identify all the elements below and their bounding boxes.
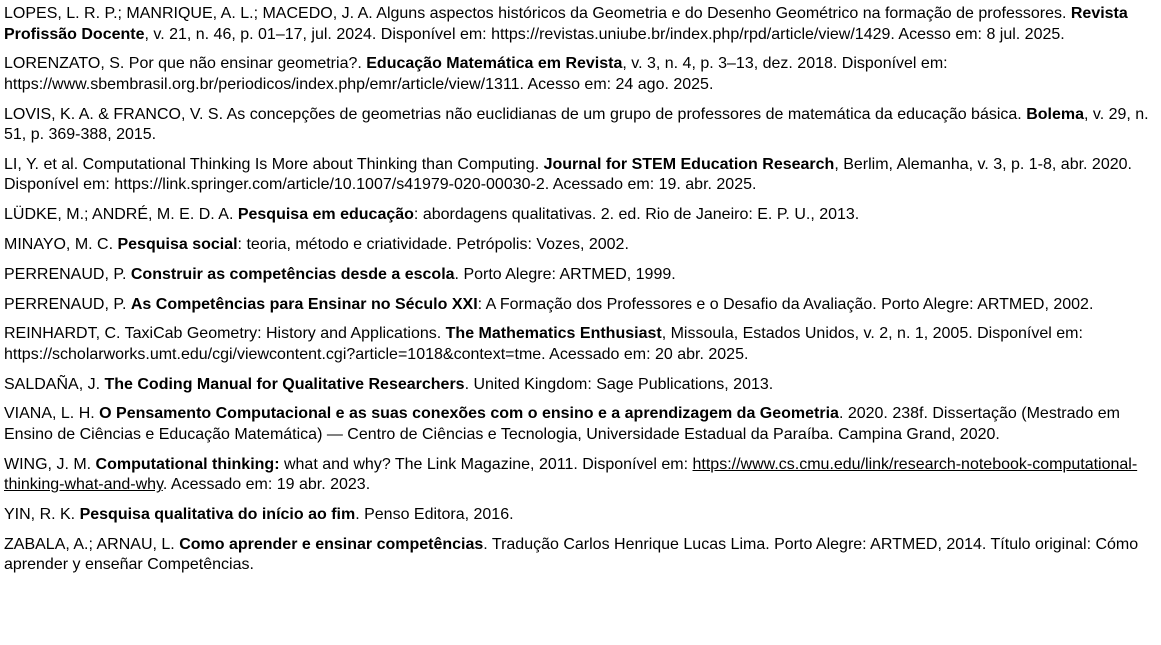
- reference-text: : abordagens qualitativas. 2. ed. Rio de Janeiro: E. P. U., 2013.: [413, 206, 860, 224]
- reference-source-title: Educação Matemática em Revista: [366, 55, 623, 73]
- reference-text: : A Formação dos Professores e o Desafio da Avaliação. Porto Alegre: ARTMED, 2002.: [477, 295, 1094, 313]
- reference-text: LÜDKE, M.; ANDRÉ, M. E. D. A.: [4, 206, 238, 224]
- reference-item: [4, 505, 1157, 526]
- reference-source-title: Pesquisa social: [117, 235, 238, 253]
- reference-source-title: Pesquisa em educação: [237, 206, 414, 224]
- reference-text: LORENZATO, S. Por que não ensinar geometria?.: [4, 55, 367, 73]
- reference-text: . United Kingdom: Sage Publications, 2013.: [464, 375, 774, 393]
- reference-item: [4, 54, 1157, 95]
- reference-text: LOPES, L. R. P.; MANRIQUE, A. L.; MACEDO, J. A. Alguns aspectos históricos da Geometria e do Desenho Geométrico na formação de professores.: [4, 5, 1071, 22]
- reference-item: [4, 235, 1157, 256]
- reference-source-title: Computational thinking:: [95, 455, 280, 473]
- reference-source-title: Revista Profissão Docente: [4, 5, 1128, 43]
- reference-source-title: As Competências para Ensinar no Século XXI: [130, 295, 478, 313]
- reference-item: [4, 155, 1157, 196]
- reference-link[interactable]: https://www.cs.cmu.edu/link/research-notebook-computational-thinking-what-and-why: [4, 455, 1138, 494]
- reference-item: [4, 205, 1157, 226]
- reference-text: . 2020. 238f. Dissertação (Mestrado em Ensino de Ciências e Educação Matemática) — Centro de Ciências e Tecnologia, Universidade Estadual da Paraíba. Campina Grand, 2020.: [4, 405, 1120, 443]
- reference-text: , v. 3, n. 4, p. 3–13, dez. 2018. Disponível em: https://www.sbembrasil.org.br/periodicos/index.php/emr/article/view/1311. Acesso em: 24 ago. 2025.: [4, 55, 948, 93]
- reference-source-title: Construir as competências desde a escola: [130, 265, 455, 283]
- reference-source-title: The Mathematics Enthusiast: [445, 325, 662, 343]
- reference-item: [4, 295, 1157, 316]
- reference-text: . Penso Editora, 2016.: [355, 506, 514, 524]
- reference-source-title: Pesquisa qualitativa do início ao fim: [79, 506, 356, 524]
- reference-item: [4, 265, 1157, 286]
- reference-text: . Porto Alegre: ARTMED, 1999.: [454, 265, 676, 283]
- reference-text: REINHARDT, C. TaxiCab Geometry: History and Applications.: [4, 325, 446, 343]
- reference-item: [4, 455, 1157, 496]
- reference-text: YIN, R. K.: [4, 506, 80, 524]
- reference-source-title: O Pensamento Computacional e as suas conexões com o ensino e a aprendizagem da Geometria: [99, 405, 839, 423]
- reference-text: WING, J. M.: [4, 455, 96, 473]
- reference-item: [4, 324, 1157, 365]
- reference-text: SALDAÑA, J.: [4, 375, 105, 393]
- reference-text: MINAYO, M. C.: [4, 235, 118, 253]
- reference-text: : teoria, método e criatividade. Petrópolis: Vozes, 2002.: [237, 235, 629, 253]
- reference-text: , v. 29, n. 51, p. 369-388, 2015.: [4, 105, 1149, 144]
- reference-text: . Tradução Carlos Henrique Lucas Lima. Porto Alegre: ARTMED, 2014. Título original: Cómo aprender y enseñar Competências.: [4, 535, 1139, 574]
- reference-text: ZABALA, A.; ARNAU, L.: [4, 535, 180, 553]
- reference-text: PERRENAUD, P.: [4, 265, 131, 283]
- reference-item: [4, 105, 1157, 146]
- reference-item: [4, 4, 1157, 45]
- reference-item: [4, 375, 1157, 396]
- reference-item: [4, 404, 1157, 445]
- reference-text: , Berlim, Alemanha, v. 3, p. 1-8, abr. 2020. Disponível em: https://link.springer.com/article/10.1007/s41979-020-00030-2. Acessado em: 19. abr. 2025.: [4, 155, 1132, 194]
- reference-text: LOVIS, K. A. & FRANCO, V. S. As concepções de geometrias não euclidianas de um grupo de professores de matemática da educação básica.: [4, 105, 1027, 123]
- reference-source-title: Journal for STEM Education Research: [543, 155, 835, 173]
- reference-text: , v. 21, n. 46, p. 01–17, jul. 2024. Disponível em: https://revistas.uniube.br/index.php/rpd/article/view/1429. Acesso em: 8 jul. 2025.: [144, 25, 1065, 43]
- reference-text: . Acessado em: 19 abr. 2023.: [162, 476, 371, 494]
- reference-source-title: Bolema: [1026, 105, 1084, 123]
- reference-source-title: The Coding Manual for Qualitative Researchers: [104, 375, 465, 393]
- reference-item: [4, 535, 1157, 576]
- reference-text: what and why? The Link Magazine, 2011. Disponível em:: [279, 455, 693, 473]
- reference-text: LI, Y. et al. Computational Thinking Is More about Thinking than Computing.: [4, 155, 544, 173]
- reference-source-title: Como aprender e ensinar competências: [179, 535, 484, 553]
- reference-text: PERRENAUD, P.: [4, 295, 131, 313]
- reference-text: , Missoula, Estados Unidos, v. 2, n. 1, 2005. Disponível em: https://scholarworks.umt.edu/cgi/viewcontent.cgi?article=1018&context=tme. Acessado em: 20 abr. 2025.: [4, 325, 1083, 363]
- reference-text: VIANA, L. H.: [4, 405, 100, 423]
